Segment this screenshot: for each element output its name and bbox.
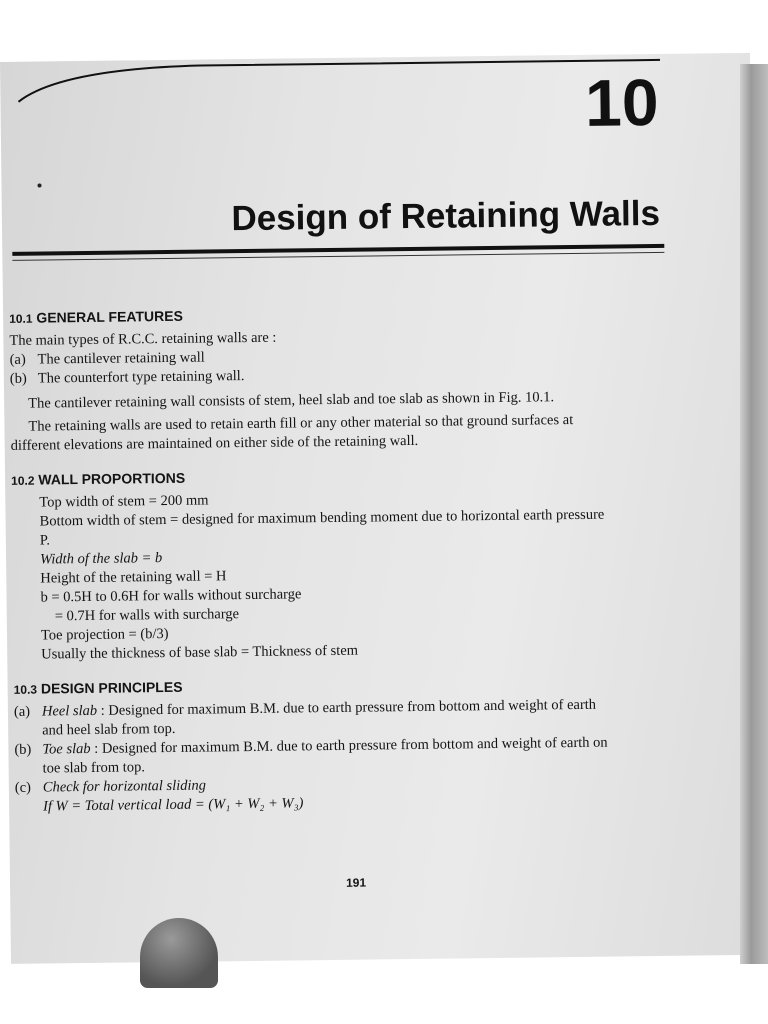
proportion-line: Top width of stem = 200 mm [39,492,209,511]
stray-dot [37,184,41,188]
item-body: : Designed for maximum B.M. due to earth pressure from bottom and weight of earth on [90,734,608,757]
proportion-line: = 0.7H for walls with surcharge [54,606,240,625]
proportion-line: Bottom width of stem = designed for maximum bending moment due to horizontal earth pressure [39,506,605,530]
section-number: 10.2 [11,473,35,488]
paragraph-continuation: different elevations are maintained on either side of the retaining wall. [10,432,419,454]
section-title: GENERAL FEATURES [36,307,183,326]
proportion-line: b = 0.5H to 0.6H for walls without surcharge [40,586,302,606]
proportion-line: P. [39,532,51,549]
page-content [9,301,705,832]
item-marker: (a) [13,703,31,720]
section-general-features [9,301,701,455]
section-number: 10.1 [9,311,33,326]
section-heading [9,301,699,325]
formula-line: If W = Total vertical load = (W₁ + W₂ + W₃) [43,795,304,815]
item-label: Heel slab [41,702,98,720]
proportion-line: Height of the retaining wall = H [40,568,227,587]
chapter-number: 10 [584,64,659,140]
item-marker: (b) [14,741,32,758]
intro-text: The main types of R.C.C. retaining walls are : [9,329,277,349]
proportion-line: Toe projection = (b/3) [40,625,169,644]
page-number: 191 [345,875,367,890]
item-label: Check for horizontal sliding [42,777,207,796]
section-design-principles [14,672,706,816]
proportion-line: Usually the thickness of base slab = Thickness of stem [41,642,359,663]
book-page [0,53,761,964]
item-label: Toe slab [42,740,91,758]
chapter-title: Design of Retaining Walls [231,193,661,239]
section-number: 10.3 [13,682,38,697]
item-body: : Designed for maximum B.M. due to earth pressure from bottom and weight of earth [97,696,597,719]
item-marker: (b) [9,370,27,387]
item-continuation: toe slab from top. [42,759,146,777]
item-continuation: and heel slab from top. [42,720,176,739]
item-marker: (a) [9,351,26,368]
section-title: WALL PROPORTIONS [38,469,186,488]
proportion-line: Width of the slab = b [39,550,163,568]
thumb-shadow [140,918,218,988]
item-text: The cantilever retaining wall [37,349,205,368]
item-text: The counterfort type retaining wall. [37,368,245,387]
page-edge-shadow [740,64,768,964]
section-title: DESIGN PRINCIPLES [40,678,183,697]
section-wall-proportions [11,463,703,664]
paragraph: The cantilever retaining wall consists of stem, heel slab and toe slab as shown in Fig. 10.1. [28,389,555,412]
item-marker: (c) [14,779,32,796]
paragraph: The retaining walls are used to retain earth fill or any other material so that ground surfaces at [28,412,574,435]
section-heading [14,672,704,696]
section-heading [11,463,701,487]
